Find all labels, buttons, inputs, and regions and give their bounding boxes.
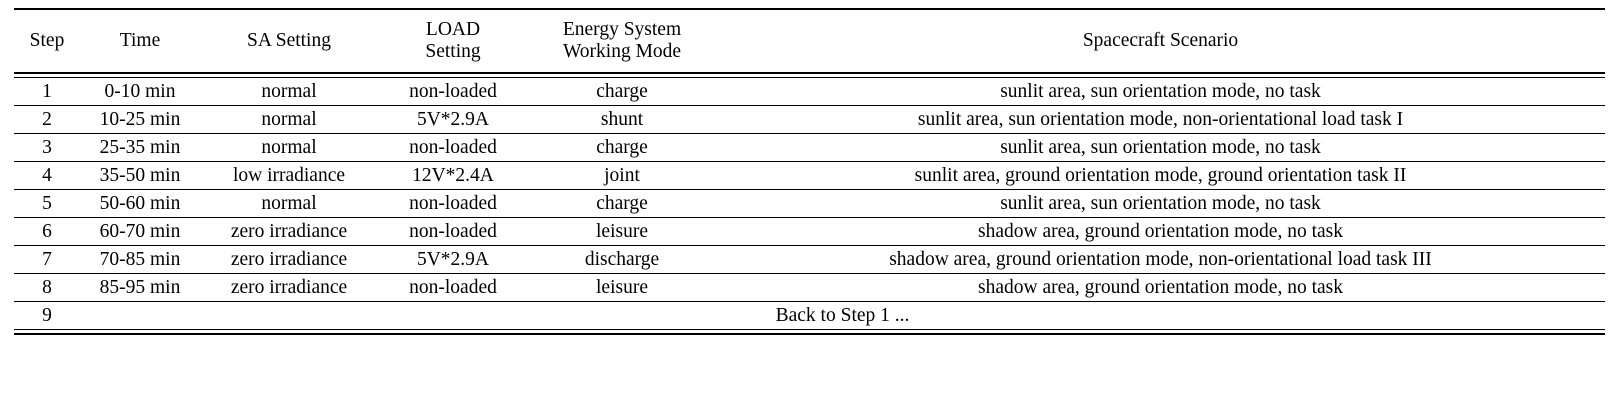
cell-step: 9 xyxy=(14,302,80,330)
spacecraft-scenario-table xyxy=(14,8,1605,335)
header-spacecraft-scenario: Spacecraft Scenario xyxy=(1082,29,1239,51)
cell-working-mode: charge xyxy=(528,190,716,218)
cell-step: 5 xyxy=(14,190,80,218)
cell-load-setting: non-loaded xyxy=(378,134,528,162)
cell-step: 1 xyxy=(14,78,80,106)
header-sa-setting: SA Setting xyxy=(247,29,331,51)
table-row xyxy=(14,162,1605,190)
cell-scenario: shadow area, ground orientation mode, no task xyxy=(716,274,1605,302)
cell-sa-setting: normal xyxy=(200,190,378,218)
header-step: Step xyxy=(29,29,65,51)
cell-working-mode: leisure xyxy=(528,218,716,246)
table-row-final xyxy=(14,302,1605,330)
header-load-setting xyxy=(378,10,528,73)
cell-working-mode: discharge xyxy=(528,246,716,274)
header-load-setting-line1: LOAD xyxy=(425,18,481,40)
header-time: Time xyxy=(119,29,161,51)
cell-time: 85-95 min xyxy=(80,274,200,302)
table-row xyxy=(14,274,1605,302)
cell-load-setting: non-loaded xyxy=(378,190,528,218)
table-row xyxy=(14,78,1605,106)
cell-scenario: sunlit area, sun orientation mode, no task xyxy=(716,78,1605,106)
cell-working-mode: leisure xyxy=(528,274,716,302)
header-energy-line1: Energy System xyxy=(562,18,682,40)
cell-time: 0-10 min xyxy=(80,78,200,106)
cell-time: 10-25 min xyxy=(80,106,200,134)
cell-sa-setting: zero irradiance xyxy=(200,246,378,274)
table-header-row xyxy=(14,10,1605,73)
cell-step: 4 xyxy=(14,162,80,190)
cell-load-setting: non-loaded xyxy=(378,218,528,246)
table-row xyxy=(14,246,1605,274)
header-energy-working-mode xyxy=(528,10,716,73)
cell-step: 6 xyxy=(14,218,80,246)
cell-scenario: sunlit area, sun orientation mode, no task xyxy=(716,134,1605,162)
cell-time: 70-85 min xyxy=(80,246,200,274)
cell-scenario: sunlit area, ground orientation mode, ground orientation task II xyxy=(716,162,1605,190)
cell-load-setting: 12V*2.4A xyxy=(378,162,528,190)
cell-working-mode: charge xyxy=(528,134,716,162)
cell-sa-setting: zero irradiance xyxy=(200,218,378,246)
cell-sa-setting: zero irradiance xyxy=(200,274,378,302)
cell-scenario: sunlit area, sun orientation mode, non-orientational load task I xyxy=(716,106,1605,134)
cell-sa-setting: normal xyxy=(200,78,378,106)
table-bottom-double-rule xyxy=(14,330,1605,335)
cell-sa-setting: normal xyxy=(200,106,378,134)
cell-scenario: sunlit area, sun orientation mode, no task xyxy=(716,190,1605,218)
table-row xyxy=(14,190,1605,218)
cell-load-setting: non-loaded xyxy=(378,78,528,106)
cell-load-setting: 5V*2.9A xyxy=(378,106,528,134)
cell-sa-setting: low irradiance xyxy=(200,162,378,190)
cell-working-mode: joint xyxy=(528,162,716,190)
cell-step: 3 xyxy=(14,134,80,162)
cell-time: 50-60 min xyxy=(80,190,200,218)
cell-step: 2 xyxy=(14,106,80,134)
cell-step: 7 xyxy=(14,246,80,274)
cell-scenario: shadow area, ground orientation mode, non-orientational load task III xyxy=(716,246,1605,274)
header-load-setting-line2: Setting xyxy=(425,41,481,62)
cell-time: 35-50 min xyxy=(80,162,200,190)
cell-scenario: shadow area, ground orientation mode, no task xyxy=(716,218,1605,246)
table-row xyxy=(14,134,1605,162)
cell-back-to-step: Back to Step 1 ... xyxy=(80,302,1605,330)
table-row xyxy=(14,218,1605,246)
cell-load-setting: 5V*2.9A xyxy=(378,246,528,274)
cell-working-mode: charge xyxy=(528,78,716,106)
cell-time: 25-35 min xyxy=(80,134,200,162)
header-energy-line2: Working Mode xyxy=(562,41,682,62)
cell-working-mode: shunt xyxy=(528,106,716,134)
cell-sa-setting: normal xyxy=(200,134,378,162)
cell-time: 60-70 min xyxy=(80,218,200,246)
cell-load-setting: non-loaded xyxy=(378,274,528,302)
cell-step: 8 xyxy=(14,274,80,302)
table-row xyxy=(14,106,1605,134)
